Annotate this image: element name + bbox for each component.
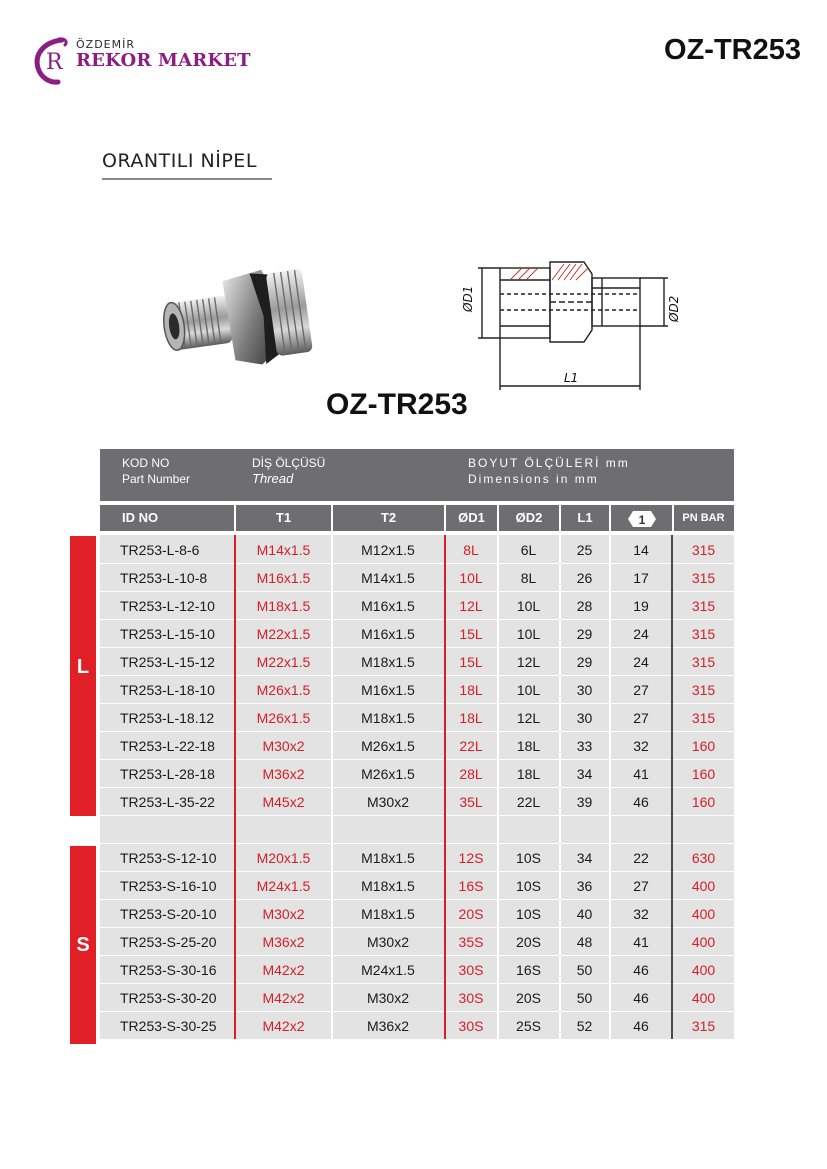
col-l1: L1 — [577, 510, 593, 525]
cell-d2: 10L — [516, 682, 541, 698]
cell-hex: 32 — [633, 906, 649, 922]
cell-t2: M16x1.5 — [361, 682, 415, 698]
cell-t2: M26x1.5 — [361, 766, 415, 782]
cell-t1: M22x1.5 — [256, 654, 311, 670]
col-hex — [610, 505, 673, 531]
cell-hex: 17 — [633, 570, 649, 586]
table-row — [100, 731, 734, 760]
cell-d1: 8L — [463, 542, 479, 558]
cell-t1: M22x1.5 — [256, 626, 311, 642]
cell-pn-bar: 160 — [691, 766, 716, 782]
cell-t2: M24x1.5 — [361, 962, 415, 978]
cell-id-no: TR253-S-25-20 — [120, 934, 217, 950]
cell-t2: M18x1.5 — [361, 850, 415, 866]
cell-l1: 34 — [576, 850, 593, 866]
cell-l1: 29 — [576, 654, 593, 670]
cell-id-no: TR253-L-10-8 — [120, 570, 208, 586]
cell-d2: 10L — [516, 626, 541, 642]
column-separator — [444, 535, 446, 1039]
cell-t2: M16x1.5 — [361, 598, 415, 614]
group-label-s: S — [70, 846, 96, 1044]
logo-letter: R — [46, 50, 63, 75]
cell-d2: 12L — [516, 710, 541, 726]
cell-l1: 30 — [576, 710, 593, 726]
cell-hex: 41 — [633, 934, 649, 950]
cell-l1: 25 — [576, 542, 593, 558]
cell-l1: 50 — [576, 990, 593, 1006]
cell-hex: 46 — [633, 990, 649, 1006]
cell-hex: 46 — [633, 962, 649, 978]
cell-pn-bar: 315 — [691, 654, 716, 670]
cell-hex: 27 — [633, 878, 649, 894]
column-separator — [559, 535, 561, 1039]
cell-id-no: TR253-S-30-25 — [120, 1018, 217, 1034]
cell-id-no: TR253-L-35-22 — [120, 794, 215, 810]
cell-hex: 24 — [633, 654, 649, 670]
cell-pn-bar: 315 — [691, 598, 716, 614]
cell-pn-bar: 400 — [691, 906, 716, 922]
cell-hex: 19 — [633, 598, 649, 614]
cell-hex: 14 — [633, 542, 649, 558]
cell-l1: 33 — [576, 738, 593, 754]
cell-d1: 12S — [458, 850, 484, 866]
cell-d2: 20S — [516, 934, 541, 950]
cell-l1: 50 — [576, 962, 593, 978]
cell-l1: 40 — [576, 906, 593, 922]
cell-d2: 6L — [520, 542, 537, 558]
cell-d2: 10S — [516, 878, 541, 894]
cell-id-no: TR253-L-22-18 — [120, 738, 215, 754]
cell-hex: 41 — [633, 766, 649, 782]
cell-d1: 12L — [459, 598, 483, 614]
cell-t1: M16x1.5 — [256, 570, 311, 586]
cell-id-no: TR253-L-12-10 — [120, 598, 215, 614]
cell-hex: 24 — [633, 626, 649, 642]
cell-t2: M18x1.5 — [361, 654, 415, 670]
cell-d1: 28L — [459, 766, 483, 782]
cell-d1: 10L — [459, 570, 483, 586]
table-row — [100, 899, 734, 928]
cell-d2: 10L — [516, 598, 541, 614]
cell-pn-bar: 315 — [691, 570, 716, 586]
table-row — [100, 591, 734, 620]
table-row — [100, 843, 734, 872]
column-separator — [671, 535, 673, 1039]
table-body — [100, 535, 734, 1039]
cell-t2: M36x2 — [366, 1018, 410, 1034]
col-d1: ØD1 — [458, 510, 485, 525]
header-thread — [252, 455, 325, 487]
cell-pn-bar: 400 — [691, 934, 716, 950]
cell-d1: 15L — [459, 626, 483, 642]
cell-pn-bar: 400 — [691, 990, 716, 1006]
table-row — [100, 983, 734, 1012]
cell-t1: M20x1.5 — [256, 850, 311, 866]
cell-d2: 10S — [516, 906, 541, 922]
cell-t1: M30x2 — [262, 738, 305, 754]
col-id-no: ID NO — [122, 510, 159, 525]
table-row — [100, 703, 734, 732]
cell-l1: 28 — [576, 598, 593, 614]
cell-id-no: TR253-L-15-12 — [120, 654, 215, 670]
header-dims-tr: BOYUT ÖLÇÜLERİ mm — [468, 456, 630, 470]
cell-d2: 8L — [520, 570, 537, 586]
cell-d1: 30S — [458, 962, 484, 978]
column-separator — [497, 535, 499, 1039]
table-row — [100, 1011, 734, 1040]
cell-id-no: TR253-S-30-20 — [120, 990, 217, 1006]
table-row — [100, 759, 734, 788]
cell-pn-bar: 315 — [691, 626, 716, 642]
col-pn-bar: PN BAR — [682, 512, 725, 524]
cell-t2: M14x1.5 — [361, 570, 415, 586]
cell-l1: 29 — [576, 626, 593, 642]
cell-id-no: TR253-L-28-18 — [120, 766, 215, 782]
table-row — [100, 619, 734, 648]
table-row — [100, 871, 734, 900]
header-dims-en: Dimensions in mm — [468, 472, 599, 486]
document-code: OZ-TR253 — [664, 34, 801, 66]
cell-t1: M42x2 — [262, 962, 305, 978]
cell-t2: M26x1.5 — [361, 738, 415, 754]
cell-t1: M42x2 — [262, 1018, 305, 1034]
cell-pn-bar: 400 — [691, 878, 716, 894]
table-row — [100, 563, 734, 592]
cell-hex: 27 — [633, 710, 649, 726]
cell-d2: 20S — [516, 990, 541, 1006]
cell-t1: M42x2 — [262, 990, 305, 1006]
column-separator — [331, 535, 333, 1039]
brand-main-text: REKOR MARKET — [76, 50, 251, 71]
table-header-top — [100, 449, 734, 501]
logo-mark-icon — [32, 36, 72, 86]
cell-pn-bar: 315 — [691, 1018, 716, 1034]
cell-t2: M30x2 — [366, 934, 410, 950]
col-d2: ØD2 — [515, 510, 543, 525]
cell-id-no: TR253-S-30-16 — [120, 962, 217, 978]
cell-pn-bar: 160 — [691, 794, 716, 810]
cell-t2: M16x1.5 — [361, 626, 415, 642]
cell-t2: M18x1.5 — [361, 878, 415, 894]
cell-id-no: TR253-S-16-10 — [120, 878, 217, 894]
cell-t1: M14x1.5 — [256, 542, 311, 558]
drawing-label-l1: L1 — [564, 371, 579, 385]
product-label: OZ-TR253 — [326, 388, 468, 421]
hex-wrench-icon — [627, 509, 657, 529]
cell-d2: 10S — [516, 850, 541, 866]
cell-id-no: TR253-L-15-10 — [120, 626, 215, 642]
cell-id-no: TR253-S-20-10 — [120, 906, 217, 922]
table-row — [100, 647, 734, 676]
header-kod-en: Part Number — [122, 472, 191, 486]
cell-d1: 35S — [458, 934, 484, 950]
cell-l1: 34 — [576, 766, 593, 782]
column-separator — [609, 535, 611, 1039]
header-kod-tr: KOD NO — [122, 456, 170, 470]
cell-id-no: TR253-L-8-6 — [120, 542, 200, 558]
cell-t2: M30x2 — [366, 990, 410, 1006]
cell-hex: 32 — [633, 738, 649, 754]
cell-id-no: TR253-L-18-10 — [120, 682, 215, 698]
cell-t1: M26x1.5 — [256, 710, 311, 726]
header-dims — [468, 455, 630, 487]
cell-l1: 48 — [576, 934, 593, 950]
cell-d1: 22L — [459, 738, 483, 754]
cell-t1: M18x1.5 — [256, 598, 311, 614]
cell-t2: M18x1.5 — [361, 906, 415, 922]
column-separator — [234, 535, 236, 1039]
cell-d1: 20S — [458, 906, 484, 922]
cell-pn-bar: 160 — [691, 738, 716, 754]
cell-t1: M30x2 — [262, 906, 305, 922]
col-t2: T2 — [380, 510, 397, 525]
cell-id-no: TR253-S-12-10 — [120, 850, 217, 866]
table-row — [100, 675, 734, 704]
cell-l1: 52 — [576, 1018, 593, 1034]
brand-logo — [32, 36, 262, 86]
cell-d2: 18L — [516, 766, 541, 782]
cell-d2: 25S — [516, 1018, 541, 1034]
group-label-l: L — [70, 536, 96, 816]
table-row — [100, 927, 734, 956]
cell-t2: M12x1.5 — [361, 542, 415, 558]
table-row — [100, 955, 734, 984]
spacer-row — [100, 815, 734, 844]
drawing-label-d2: ØD2 — [667, 295, 681, 322]
cell-t2: M30x2 — [366, 794, 410, 810]
cell-l1: 30 — [576, 682, 593, 698]
cell-pn-bar: 315 — [691, 542, 716, 558]
cell-d2: 12L — [516, 654, 541, 670]
table-header-columns — [100, 505, 734, 531]
cell-l1: 26 — [576, 570, 593, 586]
table-row — [100, 787, 734, 816]
cell-id-no: TR253-L-18.12 — [120, 710, 215, 726]
product-photo — [160, 262, 320, 382]
cell-t1: M36x2 — [262, 766, 305, 782]
cell-d1: 16S — [458, 878, 484, 894]
technical-drawing — [452, 240, 692, 390]
header-thread-en: Thread — [252, 471, 294, 486]
cell-pn-bar: 630 — [691, 850, 716, 866]
cell-pn-bar: 400 — [691, 962, 716, 978]
cell-t1: M24x1.5 — [256, 878, 311, 894]
cell-t1: M45x2 — [262, 794, 305, 810]
cell-d1: 35L — [459, 794, 483, 810]
cell-d2: 16S — [516, 962, 541, 978]
cell-d1: 18L — [459, 682, 483, 698]
cell-d1: 15L — [459, 654, 483, 670]
cell-d1: 30S — [458, 990, 484, 1006]
cell-t1: M36x2 — [262, 934, 305, 950]
header-kod — [122, 455, 190, 487]
cell-t1: M26x1.5 — [256, 682, 311, 698]
section-title: ORANTILI NİPEL — [102, 150, 272, 180]
cell-pn-bar: 315 — [691, 710, 716, 726]
cell-hex: 27 — [633, 682, 649, 698]
brand-top-text: ÖZDEMİR — [76, 38, 135, 51]
table-row — [100, 535, 734, 564]
cell-hex: 46 — [633, 794, 649, 810]
cell-pn-bar: 315 — [691, 682, 716, 698]
hex-icon-label: 1 — [638, 512, 645, 527]
drawing-label-d1: ØD1 — [461, 285, 475, 312]
col-t1: T1 — [275, 510, 292, 525]
cell-d2: 18L — [516, 738, 541, 754]
cell-l1: 39 — [576, 794, 593, 810]
cell-d1: 30S — [458, 1018, 484, 1034]
cell-d1: 18L — [459, 710, 483, 726]
cell-t2: M18x1.5 — [361, 710, 415, 726]
cell-l1: 36 — [576, 878, 593, 894]
cell-d2: 22L — [516, 794, 541, 810]
cell-hex: 46 — [633, 1018, 649, 1034]
header-thread-tr: DİŞ ÖLÇÜSÜ — [252, 456, 326, 470]
cell-hex: 22 — [633, 850, 649, 866]
